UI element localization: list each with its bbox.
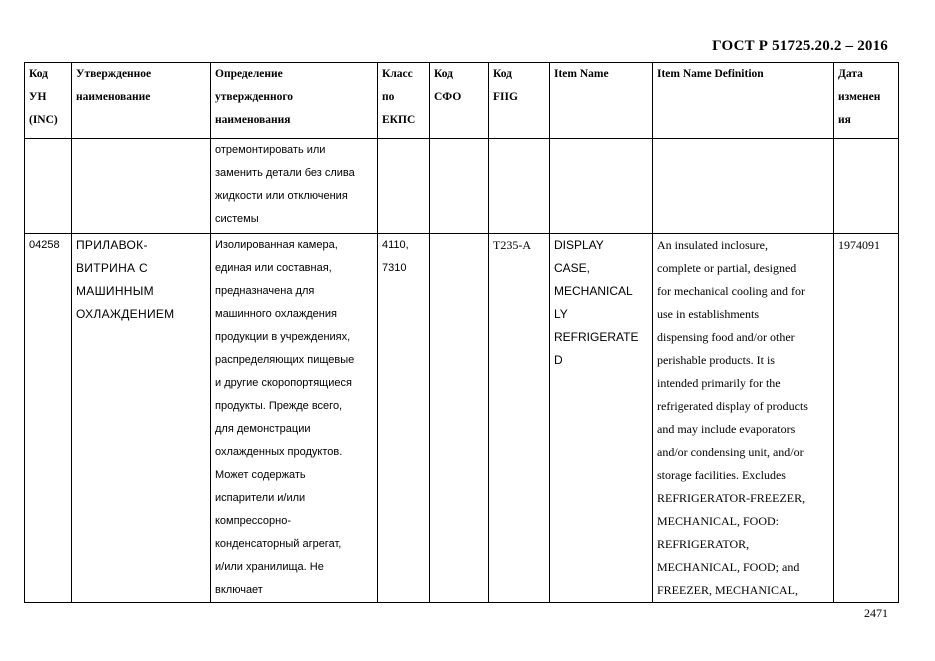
header-item-name-definition: Item Name Definition [653, 63, 834, 139]
header-sfo-code: Код СФО [430, 63, 489, 139]
ekps-class-cell: 4110, 7310 [378, 234, 430, 603]
inc-code-cell: 04258 [25, 234, 72, 603]
header-change-date: Дата изменен ия [834, 63, 899, 139]
gost-item-table [24, 62, 899, 603]
table-row [25, 234, 899, 603]
item-name-cell: DISPLAY CASE, MECHANICAL LY REFRIGERATE D [550, 234, 653, 603]
cont-item-name-definition-cell [653, 139, 834, 234]
table-header-row [25, 63, 899, 139]
sfo-code-cell [430, 234, 489, 603]
cont-inc-cell [25, 139, 72, 234]
definition-cell: Изолированная камера, единая или составная, предназначена для машинного охлаждения продукции в учреждениях, распределяющих пищевые и другие скоропортящиеся продукты. Прежде всего, для демонстрации охлажденных продуктов. Может содержать испарители и/или компрессорно- конденсаторный агрегат, и/или хранилища. Не включает [211, 234, 378, 603]
header-ekps-class: Класс по ЕКПС [378, 63, 430, 139]
header-inc: Код УН (INC) [25, 63, 72, 139]
change-date-cell: 1974091 [834, 234, 899, 603]
header-approved-name: Утвержденное наименование [72, 63, 211, 139]
cont-sfo-cell [430, 139, 489, 234]
cont-approved-name-cell [72, 139, 211, 234]
header-definition: Определение утвержденного наименования [211, 63, 378, 139]
cont-item-name-cell [550, 139, 653, 234]
header-item-name: Item Name [550, 63, 653, 139]
cont-change-date-cell [834, 139, 899, 234]
page-number: 2471 [864, 606, 888, 620]
continuation-row [25, 139, 899, 234]
item-name-definition-cell: An insulated inclosure, complete or partial, designed for mechanical cooling and for use in establishments dispensing food and/or other perishable products. It is intended primarily for the refrigerated display of products and may include evaporators and/or condensing unit, and/or storage facilities. Excludes REFRIGERATOR-FREEZER, MECHANICAL, FOOD: REFRIGERATOR, MECHANICAL, FOOD; and FREEZER, MECHANICAL, [653, 234, 834, 603]
document-standard-header: ГОСТ Р 51725.20.2 – 2016 [712, 38, 888, 54]
cont-definition-cell: отремонтировать или заменить детали без слива жидкости или отключения системы [211, 139, 378, 234]
header-fiig-code: Код FIIG [489, 63, 550, 139]
cont-ekps-cell [378, 139, 430, 234]
approved-name-cell: ПРИЛАВОК- ВИТРИНА С МАШИННЫМ ОХЛАЖДЕНИЕМ [72, 234, 211, 603]
fiig-code-cell: T235-A [489, 234, 550, 603]
cont-fiig-cell [489, 139, 550, 234]
